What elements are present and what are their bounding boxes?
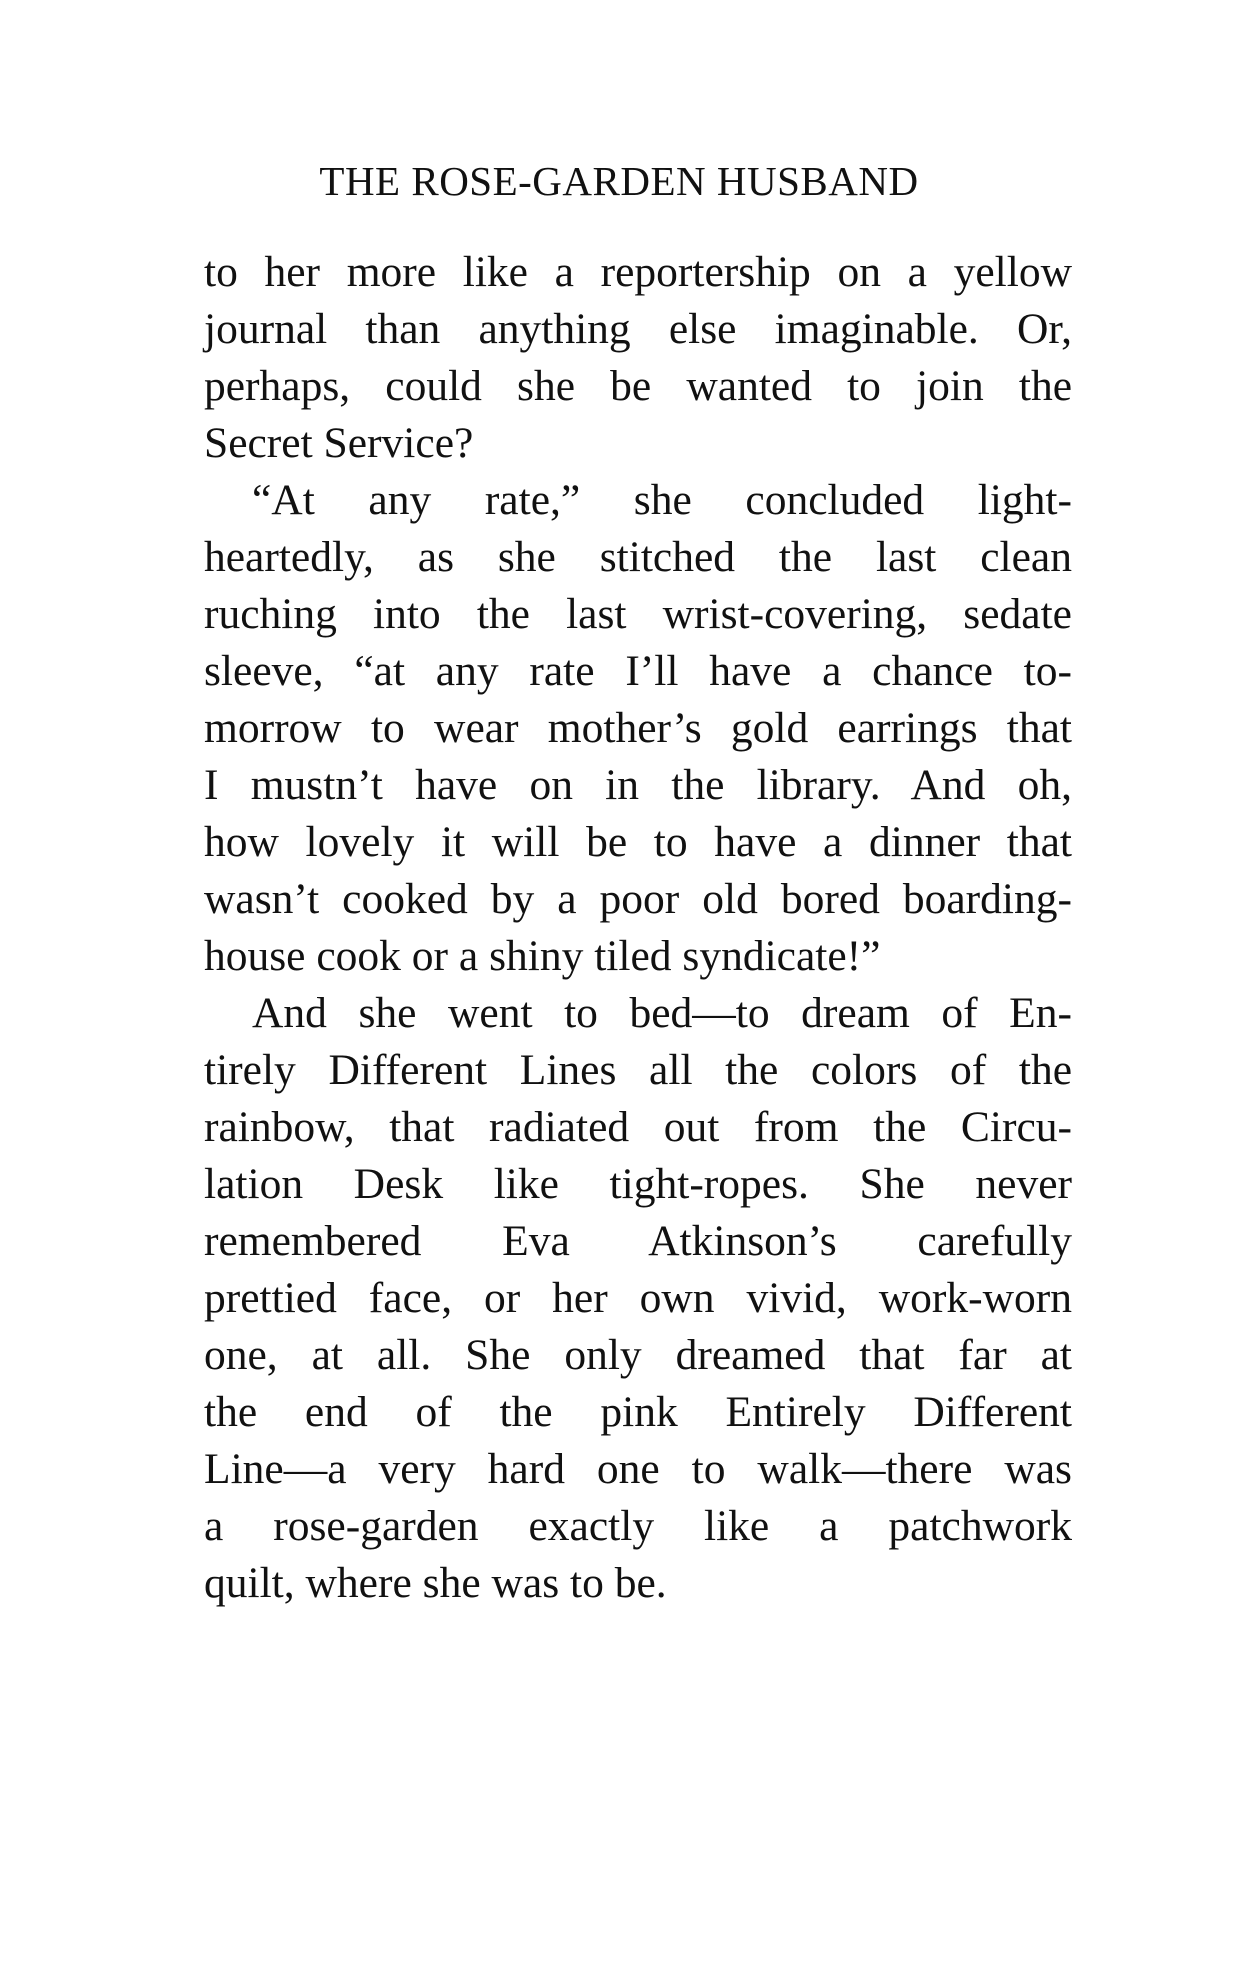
text-line: how lovely it will be to have a dinner that (204, 818, 1072, 866)
text-line: Secret Service? (204, 419, 474, 467)
text-line: I mustn’t have on in the library. And oh, (204, 761, 1072, 809)
text-line: rainbow, that radiated out from the Circu- (204, 1103, 1072, 1151)
text-line: wasn’t cooked by a poor old bored boarding- (204, 875, 1072, 923)
text-line: one, at all. She only dreamed that far at (204, 1331, 1072, 1379)
text-line: morrow to wear mother’s gold earrings that (204, 704, 1072, 752)
text-line: And she went to bed—to dream of En- (252, 989, 1072, 1037)
text-line: prettied face, or her own vivid, work-worn (204, 1274, 1072, 1322)
text-line: perhaps, could she be wanted to join the (204, 362, 1072, 410)
text-line: heartedly, as she stitched the last clean (204, 533, 1072, 581)
text-line: ruching into the last wrist-covering, sedate (204, 590, 1072, 638)
running-head: THE ROSE-GARDEN HUSBAND (319, 158, 919, 204)
text-line: Line—a very hard one to walk—there was (204, 1445, 1072, 1493)
text-line: the end of the pink Entirely Different (204, 1388, 1072, 1436)
text-line: “At any rate,” she concluded light- (252, 476, 1072, 524)
text-line: journal than anything else imaginable. Or, (204, 305, 1072, 353)
text-line: quilt, where she was to be. (204, 1559, 667, 1607)
text-line: house cook or a shiny tiled syndicate!” (204, 932, 881, 980)
text-line: remembered Eva Atkinson’s carefully (204, 1217, 1072, 1265)
text-line: tirely Different Lines all the colors of the (204, 1046, 1072, 1094)
text-line: a rose-garden exactly like a patchwork (204, 1502, 1072, 1550)
text-line: lation Desk like tight-ropes. She never (204, 1160, 1072, 1208)
body-text (204, 244, 1072, 1612)
text-line: sleeve, “at any rate I’ll have a chance to- (204, 647, 1072, 695)
text-line: to her more like a reportership on a yellow (204, 248, 1072, 296)
